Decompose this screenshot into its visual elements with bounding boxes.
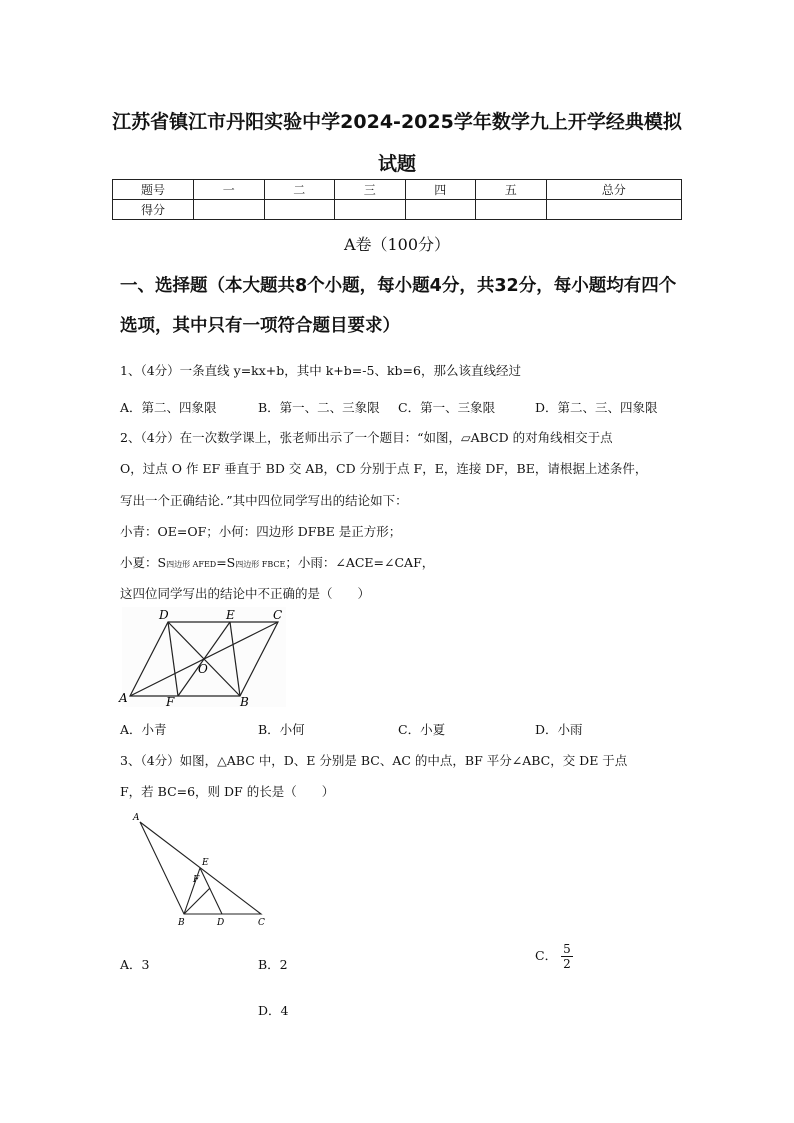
document-title-line2: 试题: [377, 153, 416, 175]
score-header-cell: 三: [335, 180, 406, 200]
score-header-cell: 四: [405, 180, 476, 200]
score-header-cell: 一: [194, 180, 265, 200]
score-header-cell: 二: [264, 180, 335, 200]
q2-option-b: B．小何: [258, 722, 305, 737]
score-table-score-row: [113, 200, 682, 220]
document-title-line1: 江苏省镇江市丹阳实验中学2024-2025学年数学九上开学经典模拟: [112, 111, 682, 133]
label-a: A: [133, 813, 140, 823]
q3-option-c-label: C．: [535, 948, 558, 963]
label-f: F: [193, 875, 200, 885]
q2-subscript-afed: 四边形 AFED: [166, 560, 217, 569]
label-f: F: [166, 695, 175, 709]
q3-triangle-figure: [128, 810, 274, 930]
score-input-cell: [264, 200, 335, 220]
q2-line4: 小青：OE=OF；小何：四边形 DFBE 是正方形；: [120, 524, 402, 539]
section1-title: 一、选择题（本大题共8个小题，每小题4分，共32分，每小题均有四个选项，其中只有一项符合题目要求）: [120, 276, 677, 336]
label-b: B: [178, 918, 185, 928]
score-input-cell: [405, 200, 476, 220]
label-b: B: [240, 695, 249, 709]
fraction-numerator: 5: [563, 942, 571, 956]
label-o: O: [198, 662, 208, 676]
score-header-cell: 五: [476, 180, 547, 200]
q1-option-b: B．第一、二、三象限: [258, 400, 380, 415]
q2-line3: 写出一个正确结论．”其中四位同学写出的结论如下：: [120, 493, 408, 508]
q2-parallelogram-figure: [118, 605, 290, 709]
q2-option-a: A．小青: [120, 722, 167, 737]
score-table-header-row: [113, 180, 682, 200]
q2-line2: O，过点 O 作 EF 垂直于 BD 交 AB，CD 分别于点 F，E，连接 DF，BE，请根据上述条件，: [120, 461, 648, 476]
q2-line5-part-a: 小夏：S: [120, 555, 167, 570]
segment-bf-extended: [184, 888, 210, 914]
q3-option-c-fraction: [561, 942, 573, 971]
q3-line1: 3、（4分）如图，△ABC 中，D、E 分别是 BC、AC 的中点，BF 平分∠ABC，交 DE 于点: [120, 753, 628, 768]
q2-line5-part-c: ；小雨：∠ACE=∠CAF，: [285, 555, 435, 570]
score-header-cell: 题号: [113, 180, 194, 200]
q1-option-a: A．第二、四象限: [120, 400, 217, 415]
label-d: D: [159, 608, 169, 622]
q1-text: 1、（4分）一条直线 y=kx+b，其中 k+b=-5、kb=6，那么该直线经过: [120, 363, 521, 378]
label-e: E: [226, 608, 235, 622]
q3-option-b: B．2: [258, 957, 288, 972]
label-c: C: [273, 608, 283, 622]
q2-line1: 2、（4分）在一次数学课上，张老师出示了一个题目：“如图，▱ABCD 的对角线相交于点: [120, 430, 613, 445]
q1-option-c: C．第一、三象限: [398, 400, 496, 415]
q3-option-d: D．4: [258, 1003, 289, 1018]
q3-option-c: [535, 942, 573, 971]
section-a-heading: A卷（100分）: [343, 235, 451, 254]
score-input-cell: [335, 200, 406, 220]
segment-de: [200, 868, 222, 914]
score-input-cell: [546, 200, 682, 220]
q2-line5-part-b: =S: [216, 555, 236, 570]
q2-line5: [120, 553, 690, 571]
q1-option-d: D．第二、三、四象限: [535, 400, 658, 415]
label-d: D: [217, 918, 225, 928]
label-c: C: [258, 918, 265, 928]
q3-option-a: A．3: [120, 957, 150, 972]
score-header-cell: 总分: [546, 180, 682, 200]
q2-line6: 这四位同学写出的结论中不正确的是（ ）: [120, 586, 371, 601]
label-a: A: [119, 691, 128, 705]
score-row-label: 得分: [113, 200, 194, 220]
fraction-denominator: 2: [563, 957, 571, 971]
score-table: [112, 179, 682, 220]
score-input-cell: [476, 200, 547, 220]
q2-option-c: C．小夏: [398, 722, 446, 737]
q3-line2: F，若 BC=6，则 DF 的长是（ ）: [120, 784, 335, 799]
q2-option-d: D．小雨: [535, 722, 583, 737]
score-input-cell: [194, 200, 265, 220]
label-e: E: [202, 858, 209, 868]
q2-subscript-fbce: 四边形 FBCE: [235, 560, 286, 569]
